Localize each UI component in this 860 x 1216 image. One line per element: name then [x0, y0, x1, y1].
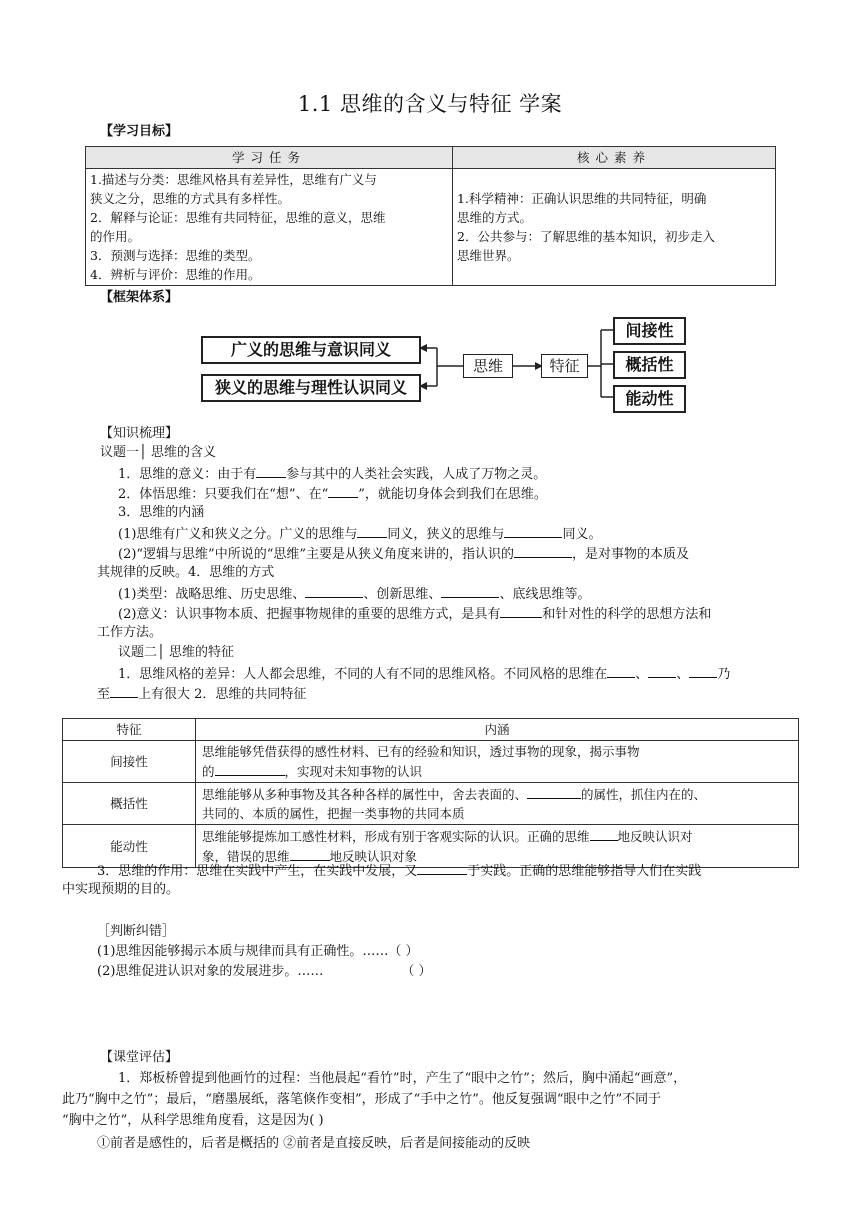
literacy-line: 1.科学精神：正确认识思维的共同特征，明确: [457, 191, 707, 206]
literacy-line: 2．公共参与：了解思维的基本知识，初步走入: [457, 229, 715, 244]
section-eval: 【课堂评估】: [100, 1050, 179, 1065]
feature-header-meaning: 内涵: [196, 719, 799, 741]
indirectness-box: 间接性: [613, 317, 686, 345]
feature-name: 概括性: [63, 783, 196, 825]
topic1-line6: 其规律的反映。4．思维的方式: [97, 565, 275, 580]
topic1-line1: 1．思维的意义：由于有 参与其中的人类社会实践，人成了万物之灵。: [118, 463, 546, 485]
page-title: 1.1 思维的含义与特征 学案: [297, 92, 563, 116]
goals-header-literacy: 核心素养: [453, 147, 776, 169]
task-line: 2．解释与论证：思维有共同特征，思维的意义，思维: [90, 210, 386, 225]
section-framework: 【框架体系】: [100, 290, 179, 305]
topic1-heading: 议题一│ 思维的含义: [100, 445, 216, 460]
feature-meaning: 思维能够提炼加工感性材料，形成有别于客观实际的认识。正确的思维 地反映认识对 象，错误的思维 地反映认识对象: [196, 825, 799, 868]
feature-header-name: 特征: [63, 719, 196, 741]
fill-blank[interactable]: [328, 483, 358, 498]
fill-blank[interactable]: [357, 523, 387, 538]
literacy-line: 思维的方式。: [457, 210, 533, 225]
fill-blank[interactable]: [504, 523, 562, 538]
topic2-line2: 至 上有很大 2．思维的共同特征: [97, 683, 306, 705]
topic1-line7: (1)类型：战略思维、历史思维、 、创新思维、 、底线思维等。: [118, 583, 590, 605]
fill-blank[interactable]: [290, 846, 330, 861]
topic1-line9: 工作方法。: [97, 625, 163, 640]
feature-box: 特征: [541, 354, 588, 378]
feature-meaning: 思维能够凭借获得的感性材料、已有的经验和知识，透过事物的现象，揭示事物 的 ，实现对未知事物的认识: [196, 741, 799, 783]
topic1-line3: 3．思维的内涵: [118, 505, 205, 520]
topic1-line8: (2)意义：认识事物本质、把握事物规律的重要的思维方式，是具有 和针对性的科学的思想方法和: [118, 603, 711, 625]
fill-blank[interactable]: [256, 463, 286, 478]
feature-table: [62, 718, 799, 868]
task-line: 4．辨析与评价：思维的作用。: [90, 267, 261, 282]
table-row: [63, 741, 799, 783]
literacy-line: 思维世界。: [457, 248, 520, 263]
initiative-box: 能动性: [613, 385, 686, 413]
task-line: 狭义之分，思维的方式具有多样性。: [90, 191, 291, 206]
broad-thinking-box: 广义的思维与意识同义: [201, 336, 421, 364]
fill-blank[interactable]: [689, 663, 717, 678]
topic1-line4: (1)思维有广义和狭义之分。广义的思维与 同义，狭义的思维与 同义。: [118, 523, 601, 545]
feature-name: 间接性: [63, 741, 196, 783]
fill-blank[interactable]: [305, 583, 363, 598]
fill-blank[interactable]: [527, 784, 581, 799]
role-line1: 3．思维的作用：思维在实践中产生，在实践中发展，又 于实践。正确的思维能够指导人们在实践: [97, 860, 701, 882]
fill-blank[interactable]: [607, 663, 635, 678]
eval-line1: 1．郑板桥曾提到他画竹的过程：当他晨起“看竹”时，产生了“眼中之竹”；然后，胸中涌起“画意”，: [118, 1071, 687, 1086]
fill-blank[interactable]: [441, 583, 499, 598]
thinking-box: 思维: [463, 354, 513, 378]
goals-header-tasks: 学习任务: [86, 147, 453, 169]
section-knowledge: 【知识梳理】: [100, 426, 179, 441]
task-line: 3．预测与选择：思维的类型。: [90, 248, 261, 263]
section-judge: ［判断纠错］: [97, 924, 176, 939]
eval-line3: “胸中之竹”，从科学思维角度看，这是因为( ): [62, 1113, 324, 1128]
topic2-line1: 1．思维风格的差异：人人都会思维，不同的人有不同的思维风格。不同风格的思维在 、 、 乃: [118, 663, 730, 685]
fill-blank[interactable]: [648, 663, 676, 678]
eval-line4: ①前者是感性的，后者是概括的 ②前者是直接反映，后者是间接能动的反映: [97, 1136, 531, 1151]
narrow-thinking-box: 狭义的思维与理性认识同义: [201, 374, 421, 402]
section-goals: 【学习目标】: [100, 124, 179, 139]
topic1-line5: (2)“逻辑与思维”中所说的“思维”主要是从狭义角度来讲的，指认识的 ，是对事物的本质及: [118, 543, 689, 565]
framework-connectors: [0, 0, 860, 420]
topic2-heading: 议题二│ 思维的特征: [118, 645, 234, 660]
topic1-line2: 2．体悟思维：只要我们在“想”、在“ ”，就能切身体会到我们在思维。: [118, 483, 547, 505]
fill-blank[interactable]: [417, 860, 467, 875]
table-row: [63, 783, 799, 825]
fill-blank[interactable]: [110, 683, 138, 698]
generality-box: 概括性: [613, 351, 686, 379]
role-line2: 中实现预期的目的。: [62, 882, 180, 897]
fill-blank[interactable]: [514, 543, 572, 558]
judge-q2: (2)思维促进认识对象的发展进步。…… （ ）: [97, 964, 432, 979]
task-line: 的作用。: [90, 229, 141, 244]
fill-blank[interactable]: [500, 603, 542, 618]
judge-q1: (1)思维因能够揭示本质与规律而具有正确性。……（ ）: [97, 944, 419, 959]
eval-line2: 此乃“胸中之竹”；最后，“磨墨展纸，落笔倏作变相”，形成了“手中之竹”。他反复强调“眼中之竹”不同于: [62, 1092, 662, 1107]
fill-blank[interactable]: [590, 826, 618, 841]
feature-meaning: 思维能够从多种事物及其各种各样的属性中，舍去表面的、 的属性，抓住内在的、 共同的、本质的属性，把握一类事物的共同本质: [196, 783, 799, 825]
fill-blank[interactable]: [215, 761, 285, 776]
feature-name: 能动性: [63, 825, 196, 868]
task-line: 1.描述与分类：思维风格具有差异性，思维有广义与: [90, 172, 377, 187]
